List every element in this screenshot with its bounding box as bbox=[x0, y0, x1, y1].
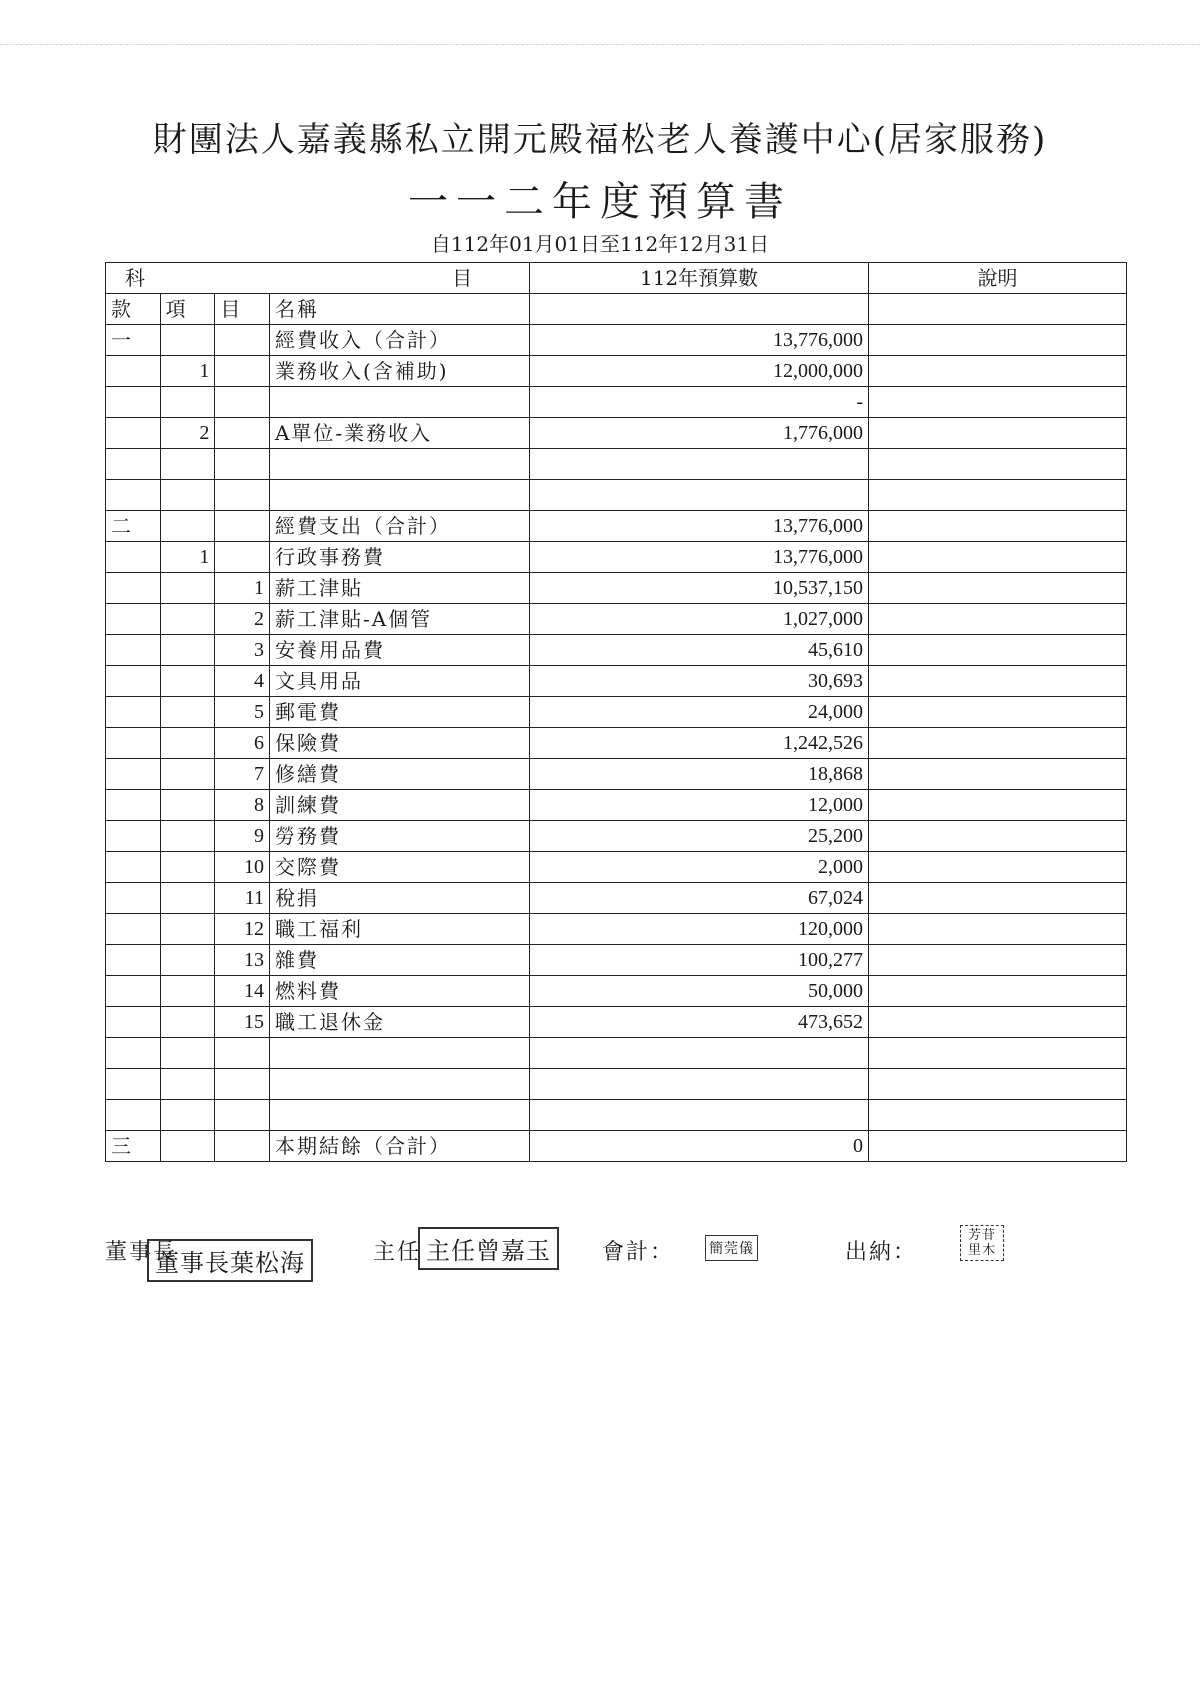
item-name-cell: 勞務費 bbox=[269, 821, 529, 852]
name-header: 名稱 bbox=[269, 294, 529, 325]
kuan-cell bbox=[106, 604, 161, 635]
xiang-cell bbox=[160, 945, 215, 976]
kuan-cell bbox=[106, 821, 161, 852]
mu-cell: 15 bbox=[215, 1007, 270, 1038]
item-name-cell: 郵電費 bbox=[269, 697, 529, 728]
accounting-label: 會計： bbox=[602, 1240, 675, 1265]
item-name-cell: 燃料費 bbox=[269, 976, 529, 1007]
xiang-cell bbox=[160, 1069, 215, 1100]
xiang-cell bbox=[160, 449, 215, 480]
item-name-cell bbox=[269, 480, 529, 511]
kuan-cell bbox=[106, 1007, 161, 1038]
xiang-cell: 2 bbox=[160, 418, 215, 449]
amount-header-blank bbox=[530, 294, 869, 325]
kuan-cell bbox=[106, 852, 161, 883]
item-name-cell: 稅捐 bbox=[269, 883, 529, 914]
table-row bbox=[106, 511, 1127, 542]
note-header: 說明 bbox=[869, 263, 1127, 294]
table-row bbox=[106, 914, 1127, 945]
director-label: 主任 bbox=[373, 1240, 422, 1265]
note-header-blank bbox=[869, 294, 1127, 325]
kuan-cell bbox=[106, 573, 161, 604]
kuan-cell bbox=[106, 914, 161, 945]
mu-cell bbox=[215, 1131, 270, 1162]
item-name-cell: 本期結餘（合計） bbox=[269, 1131, 529, 1162]
amount-cell: 1,027,000 bbox=[530, 604, 869, 635]
amount-cell: 50,000 bbox=[530, 976, 869, 1007]
kuan-cell bbox=[106, 728, 161, 759]
budget-table-body bbox=[106, 325, 1127, 1162]
xiang-cell bbox=[160, 790, 215, 821]
mu-cell: 3 bbox=[215, 635, 270, 666]
amount-cell: 30,693 bbox=[530, 666, 869, 697]
table-row bbox=[106, 480, 1127, 511]
item-name-cell: A單位-業務收入 bbox=[269, 418, 529, 449]
subject-header bbox=[106, 263, 530, 294]
accounting-stamp: 簡莞儀 bbox=[705, 1235, 758, 1261]
amount-cell: 12,000 bbox=[530, 790, 869, 821]
amount-cell: 45,610 bbox=[530, 635, 869, 666]
note-cell bbox=[869, 635, 1127, 666]
table-row bbox=[106, 1069, 1127, 1100]
amount-cell bbox=[530, 480, 869, 511]
table-row bbox=[106, 356, 1127, 387]
item-name-cell: 安養用品費 bbox=[269, 635, 529, 666]
chairman-label: 董事長 bbox=[105, 1240, 178, 1265]
mu-cell bbox=[215, 325, 270, 356]
amount-cell bbox=[530, 1038, 869, 1069]
kuan-cell bbox=[106, 1100, 161, 1131]
amount-cell: 1,776,000 bbox=[530, 418, 869, 449]
kuan-cell bbox=[106, 356, 161, 387]
xiang-cell bbox=[160, 1007, 215, 1038]
mu-cell: 8 bbox=[215, 790, 270, 821]
table-header-row-1 bbox=[106, 263, 1127, 294]
item-name-cell: 經費支出（合計） bbox=[269, 511, 529, 542]
table-row bbox=[106, 325, 1127, 356]
xiang-cell bbox=[160, 821, 215, 852]
mu-cell: 13 bbox=[215, 945, 270, 976]
item-name-cell: 職工退休金 bbox=[269, 1007, 529, 1038]
cashier-stamp: 芳苷里木 bbox=[960, 1225, 1004, 1261]
table-row bbox=[106, 666, 1127, 697]
note-cell bbox=[869, 697, 1127, 728]
item-name-cell bbox=[269, 1038, 529, 1069]
xiang-cell bbox=[160, 604, 215, 635]
table-row bbox=[106, 604, 1127, 635]
mu-cell bbox=[215, 387, 270, 418]
note-cell bbox=[869, 325, 1127, 356]
cashier-label: 出納： bbox=[845, 1240, 918, 1265]
xiang-cell bbox=[160, 914, 215, 945]
amount-cell: 25,200 bbox=[530, 821, 869, 852]
note-cell bbox=[869, 604, 1127, 635]
item-name-cell: 文具用品 bbox=[269, 666, 529, 697]
xiang-cell bbox=[160, 387, 215, 418]
mu-cell bbox=[215, 542, 270, 573]
mu-cell: 6 bbox=[215, 728, 270, 759]
table-row bbox=[106, 635, 1127, 666]
note-cell bbox=[869, 356, 1127, 387]
scan-edge-line bbox=[0, 44, 1200, 45]
table-row bbox=[106, 449, 1127, 480]
mu-cell bbox=[215, 449, 270, 480]
kuan-cell bbox=[106, 697, 161, 728]
kuan-cell: 三 bbox=[106, 1131, 161, 1162]
amount-cell: 13,776,000 bbox=[530, 511, 869, 542]
amount-cell: 13,776,000 bbox=[530, 542, 869, 573]
amount-cell: - bbox=[530, 387, 869, 418]
kuan-cell: 二 bbox=[106, 511, 161, 542]
table-row bbox=[106, 821, 1127, 852]
amount-cell: 120,000 bbox=[530, 914, 869, 945]
kuan-cell bbox=[106, 635, 161, 666]
xiang-cell bbox=[160, 697, 215, 728]
kuan-cell bbox=[106, 387, 161, 418]
table-row bbox=[106, 883, 1127, 914]
item-name-cell: 雜費 bbox=[269, 945, 529, 976]
kuan-cell bbox=[106, 418, 161, 449]
mu-cell: 5 bbox=[215, 697, 270, 728]
mu-cell: 9 bbox=[215, 821, 270, 852]
kuan-cell bbox=[106, 449, 161, 480]
amount-cell bbox=[530, 449, 869, 480]
xiang-cell bbox=[160, 852, 215, 883]
note-cell bbox=[869, 1069, 1127, 1100]
amount-cell: 1,242,526 bbox=[530, 728, 869, 759]
mu-cell bbox=[215, 480, 270, 511]
signature-area bbox=[105, 1225, 1127, 1295]
item-name-cell: 修繕費 bbox=[269, 759, 529, 790]
amount-cell: 2,000 bbox=[530, 852, 869, 883]
xiang-cell bbox=[160, 976, 215, 1007]
amount-cell: 18,868 bbox=[530, 759, 869, 790]
kuan-cell bbox=[106, 1038, 161, 1069]
kuan-cell bbox=[106, 759, 161, 790]
xiang-cell bbox=[160, 635, 215, 666]
xiang-cell bbox=[160, 511, 215, 542]
kuan-cell: 一 bbox=[106, 325, 161, 356]
kuan-cell bbox=[106, 542, 161, 573]
note-cell bbox=[869, 511, 1127, 542]
document-subtitle: 一一二年度預算書 bbox=[408, 179, 792, 225]
note-cell bbox=[869, 759, 1127, 790]
document-title: 財團法人嘉義縣私立開元殿福松老人養護中心(居家服務) bbox=[152, 120, 1048, 160]
xiang-cell bbox=[160, 325, 215, 356]
amount-cell: 10,537,150 bbox=[530, 573, 869, 604]
xiang-cell bbox=[160, 1131, 215, 1162]
note-cell bbox=[869, 728, 1127, 759]
table-row bbox=[106, 387, 1127, 418]
mu-cell: 4 bbox=[215, 666, 270, 697]
mu-cell bbox=[215, 1100, 270, 1131]
note-cell bbox=[869, 387, 1127, 418]
amount-cell: 67,024 bbox=[530, 883, 869, 914]
table-row bbox=[106, 945, 1127, 976]
amount-cell: 24,000 bbox=[530, 697, 869, 728]
mu-cell: 14 bbox=[215, 976, 270, 1007]
mu-cell bbox=[215, 356, 270, 387]
note-cell bbox=[869, 821, 1127, 852]
amount-cell bbox=[530, 1100, 869, 1131]
note-cell bbox=[869, 914, 1127, 945]
kuan-cell bbox=[106, 883, 161, 914]
kuan-cell bbox=[106, 945, 161, 976]
xiang-header: 項 bbox=[160, 294, 215, 325]
note-cell bbox=[869, 790, 1127, 821]
xiang-cell bbox=[160, 759, 215, 790]
director-stamp: 主任曾嘉玉 bbox=[418, 1227, 559, 1270]
kuan-cell bbox=[106, 480, 161, 511]
note-cell bbox=[869, 976, 1127, 1007]
table-row bbox=[106, 976, 1127, 1007]
xiang-cell: 1 bbox=[160, 356, 215, 387]
item-name-cell: 保險費 bbox=[269, 728, 529, 759]
table-row bbox=[106, 790, 1127, 821]
mu-cell bbox=[215, 511, 270, 542]
note-cell bbox=[869, 1131, 1127, 1162]
amount-header: 112年預算數 bbox=[530, 263, 869, 294]
note-cell bbox=[869, 883, 1127, 914]
chairman-stamp: 董事長葉松海 bbox=[147, 1239, 313, 1282]
mu-header: 目 bbox=[215, 294, 270, 325]
amount-cell: 13,776,000 bbox=[530, 325, 869, 356]
table-row bbox=[106, 852, 1127, 883]
mu-cell bbox=[215, 1069, 270, 1100]
xiang-cell bbox=[160, 480, 215, 511]
kuan-cell bbox=[106, 1069, 161, 1100]
mu-cell: 1 bbox=[215, 573, 270, 604]
item-name-cell bbox=[269, 1069, 529, 1100]
note-cell bbox=[869, 449, 1127, 480]
note-cell bbox=[869, 573, 1127, 604]
item-name-cell bbox=[269, 449, 529, 480]
mu-cell: 2 bbox=[215, 604, 270, 635]
table-row bbox=[106, 1100, 1127, 1131]
mu-cell: 12 bbox=[215, 914, 270, 945]
budget-table bbox=[105, 262, 1127, 1162]
kuan-cell bbox=[106, 976, 161, 1007]
note-cell bbox=[869, 418, 1127, 449]
table-row bbox=[106, 728, 1127, 759]
item-name-cell: 業務收入(含補助) bbox=[269, 356, 529, 387]
table-row bbox=[106, 573, 1127, 604]
note-cell bbox=[869, 1007, 1127, 1038]
amount-cell: 473,652 bbox=[530, 1007, 869, 1038]
table-row bbox=[106, 697, 1127, 728]
table-row bbox=[106, 759, 1127, 790]
subject-header-left: 科 bbox=[125, 266, 145, 290]
table-row bbox=[106, 1038, 1127, 1069]
table-row bbox=[106, 418, 1127, 449]
mu-cell: 10 bbox=[215, 852, 270, 883]
item-name-cell: 交際費 bbox=[269, 852, 529, 883]
table-row bbox=[106, 1007, 1127, 1038]
item-name-cell: 薪工津貼 bbox=[269, 573, 529, 604]
note-cell bbox=[869, 480, 1127, 511]
amount-cell: 0 bbox=[530, 1131, 869, 1162]
item-name-cell: 職工福利 bbox=[269, 914, 529, 945]
xiang-cell bbox=[160, 1100, 215, 1131]
item-name-cell bbox=[269, 1100, 529, 1131]
mu-cell bbox=[215, 1038, 270, 1069]
table-row bbox=[106, 542, 1127, 573]
kuan-header: 款 bbox=[106, 294, 161, 325]
table-row bbox=[106, 1131, 1127, 1162]
xiang-cell bbox=[160, 666, 215, 697]
xiang-cell bbox=[160, 728, 215, 759]
note-cell bbox=[869, 542, 1127, 573]
item-name-cell: 經費收入（合計） bbox=[269, 325, 529, 356]
xiang-cell: 1 bbox=[160, 542, 215, 573]
amount-cell: 100,277 bbox=[530, 945, 869, 976]
note-cell bbox=[869, 1100, 1127, 1131]
budget-period: 自112年01月01日至112年12月31日 bbox=[430, 232, 770, 256]
note-cell bbox=[869, 852, 1127, 883]
note-cell bbox=[869, 945, 1127, 976]
item-name-cell: 訓練費 bbox=[269, 790, 529, 821]
kuan-cell bbox=[106, 790, 161, 821]
note-cell bbox=[869, 1038, 1127, 1069]
item-name-cell: 薪工津貼-A個管 bbox=[269, 604, 529, 635]
item-name-cell bbox=[269, 387, 529, 418]
mu-cell bbox=[215, 418, 270, 449]
amount-cell bbox=[530, 1069, 869, 1100]
item-name-cell: 行政事務費 bbox=[269, 542, 529, 573]
subject-header-right: 目 bbox=[452, 266, 473, 290]
xiang-cell bbox=[160, 573, 215, 604]
note-cell bbox=[869, 666, 1127, 697]
table-header-row-2 bbox=[106, 294, 1127, 325]
kuan-cell bbox=[106, 666, 161, 697]
mu-cell: 7 bbox=[215, 759, 270, 790]
xiang-cell bbox=[160, 1038, 215, 1069]
xiang-cell bbox=[160, 883, 215, 914]
mu-cell: 11 bbox=[215, 883, 270, 914]
amount-cell: 12,000,000 bbox=[530, 356, 869, 387]
